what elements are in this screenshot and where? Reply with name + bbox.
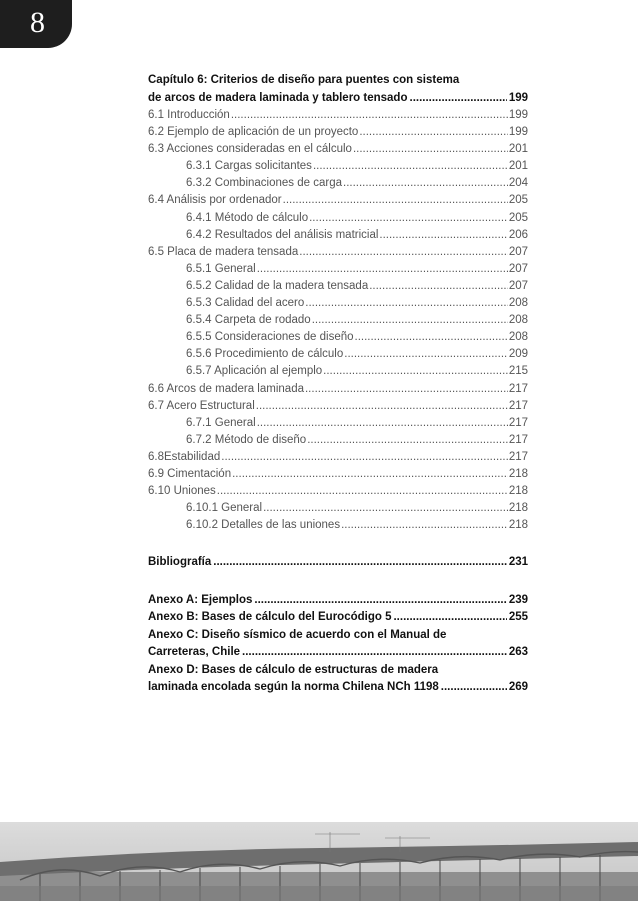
toc-entry-label: 6.9 Cimentación <box>148 467 232 480</box>
annexes <box>148 592 528 697</box>
dot-leader <box>231 107 508 124</box>
toc-entry-label: 6.3.1 Cargas solicitantes <box>186 160 312 173</box>
toc-entry-page: 199 <box>508 126 528 139</box>
annex-a-page: 239 <box>508 593 528 606</box>
toc-entry-label: 6.7.2 Método de diseño <box>186 433 307 446</box>
toc-entry-page: 201 <box>508 160 528 173</box>
dot-leader <box>257 415 508 432</box>
chapter-title-line2: de arcos de madera laminada y tablero tensado <box>148 91 408 104</box>
toc-entry-page: 215 <box>508 365 528 378</box>
dot-leader <box>305 381 508 398</box>
toc-entry-label: 6.3.2 Combinaciones de carga <box>186 177 342 190</box>
dot-leader <box>359 124 507 141</box>
toc-entry-page: 208 <box>508 331 528 344</box>
toc-entry[interactable] <box>148 346 528 363</box>
dot-leader <box>307 432 508 449</box>
toc-entry-label: 6.5.1 General <box>186 262 256 275</box>
toc-entry[interactable] <box>148 363 528 380</box>
dot-leader <box>355 329 508 346</box>
annex-d-line1: Anexo D: Bases de cálculo de estructuras de madera <box>148 663 439 676</box>
dot-leader <box>299 244 508 261</box>
toc-entry-page: 207 <box>508 262 528 275</box>
toc-entry[interactable] <box>148 312 528 329</box>
dot-leader <box>344 346 508 363</box>
bibliography-page: 231 <box>508 556 528 569</box>
toc-entry-label: 6.5.5 Consideraciones de diseño <box>186 331 354 344</box>
toc-entry-page: 199 <box>508 109 528 121</box>
toc-entry-page: 208 <box>508 297 528 310</box>
annex-c-page: 263 <box>508 646 528 659</box>
dot-leader <box>313 158 508 175</box>
toc-entry[interactable] <box>148 483 528 500</box>
toc-entry-label: 6.5.3 Calidad del acero <box>186 297 305 310</box>
toc-entry[interactable] <box>148 517 528 534</box>
annex-b-page: 255 <box>508 611 528 624</box>
toc-entry-label: 6.10.1 General <box>186 502 263 515</box>
annex-c-line1: Anexo C: Diseño sísmico de acuerdo con el Manual de <box>148 628 447 641</box>
toc-entry[interactable] <box>148 141 528 158</box>
toc-entry-page: 218 <box>508 519 528 532</box>
toc-entry[interactable] <box>148 244 528 261</box>
toc-entry-page: 209 <box>508 348 528 361</box>
toc-entries <box>148 107 528 534</box>
table-of-contents <box>148 72 528 697</box>
toc-entry[interactable] <box>148 227 528 244</box>
toc-entry-label: 6.4.2 Resultados del análisis matricial <box>186 228 379 241</box>
toc-entry[interactable] <box>148 175 528 192</box>
toc-entry-page: 205 <box>508 211 528 224</box>
annex-d-page: 269 <box>508 681 528 694</box>
toc-entry[interactable] <box>148 107 528 124</box>
toc-entry-page: 208 <box>508 314 528 327</box>
toc-entry[interactable] <box>148 500 528 517</box>
toc-entry[interactable] <box>148 192 528 209</box>
chapter-heading <box>148 72 528 107</box>
toc-entry-page: 207 <box>508 279 528 292</box>
dot-leader <box>217 483 508 500</box>
dot-leader <box>379 227 507 244</box>
toc-entry-label: 6.10.2 Detalles de las uniones <box>186 519 341 532</box>
toc-entry[interactable] <box>148 381 528 398</box>
toc-entry-label: 6.4 Análisis por ordenador <box>148 194 282 207</box>
toc-entry-page: 218 <box>508 485 528 498</box>
toc-entry[interactable] <box>148 278 528 295</box>
dot-leader <box>263 500 508 517</box>
toc-entry-label: 6.3 Acciones consideradas en el cálculo <box>148 143 352 156</box>
toc-entry-label: 6.5.4 Carpeta de rodado <box>186 314 311 327</box>
toc-entry-label: 6.5.7 Aplicación al ejemplo <box>186 365 323 378</box>
toc-entry[interactable] <box>148 398 528 415</box>
dot-leader <box>343 175 508 192</box>
toc-entry-page: 207 <box>508 245 528 258</box>
toc-entry-page: 218 <box>508 502 528 515</box>
toc-entry-page: 204 <box>508 177 528 190</box>
toc-entry-label: 6.5.6 Procedimiento de cálculo <box>186 348 344 361</box>
toc-entry[interactable] <box>148 124 528 141</box>
toc-entry-label: 6.2 Ejemplo de aplicación de un proyecto <box>148 126 359 139</box>
dot-leader <box>369 278 508 295</box>
dot-leader <box>312 312 508 329</box>
toc-entry-annex-a[interactable] <box>148 592 528 610</box>
toc-entry-page: 218 <box>508 467 528 480</box>
toc-entry-page: 217 <box>508 416 528 429</box>
bridge-photo <box>0 822 638 901</box>
dot-leader <box>323 363 508 380</box>
toc-entry-label: 6.4.1 Método de cálculo <box>186 211 309 224</box>
toc-entry-label: 6.5.2 Calidad de la madera tensada <box>186 279 369 292</box>
annex-c-line2: Carreteras, Chile <box>148 646 241 659</box>
dot-leader <box>232 466 508 483</box>
dot-leader <box>257 261 508 278</box>
toc-entry-annex-d[interactable] <box>148 679 528 697</box>
toc-entry-page: 206 <box>508 228 528 241</box>
toc-entry[interactable] <box>148 449 528 466</box>
toc-entry-bibliography[interactable] <box>148 554 528 572</box>
toc-entry-label: 6.7 Acero Estructural <box>148 399 255 412</box>
toc-entry-annex-c[interactable] <box>148 644 528 662</box>
toc-entry-annex-b[interactable] <box>148 609 528 627</box>
dot-leader <box>353 141 508 158</box>
toc-entry[interactable] <box>148 158 528 175</box>
toc-entry-label: 6.8Estabilidad <box>148 450 221 463</box>
toc-entry-label: 6.5 Placa de madera tensada <box>148 245 299 258</box>
toc-entry-page: 201 <box>508 143 528 156</box>
toc-entry[interactable] <box>148 432 528 449</box>
bibliography-label: Bibliografía <box>148 556 212 569</box>
dot-leader <box>221 449 508 466</box>
toc-entry-label: 6.10 Uniones <box>148 485 216 498</box>
annex-a-label: Anexo A: Ejemplos <box>148 593 253 606</box>
toc-entry[interactable] <box>148 466 528 483</box>
toc-entry-label: 6.6 Arcos de madera laminada <box>148 382 304 395</box>
annex-b-label: Anexo B: Bases de cálculo del Eurocódigo 5 <box>148 611 392 624</box>
dot-leader <box>305 295 508 312</box>
annex-d-line2: laminada encolada según la norma Chilena NCh 1198 <box>148 681 439 694</box>
toc-entry-page: 217 <box>508 433 528 446</box>
dot-leader <box>256 398 508 415</box>
toc-entry-page: 217 <box>508 399 528 412</box>
dot-leader <box>283 192 508 209</box>
toc-entry-label: 6.1 Introducción <box>148 109 230 121</box>
toc-entry-page: 217 <box>508 450 528 463</box>
chapter-page: 199 <box>508 91 528 104</box>
page-number: 8 <box>30 6 45 39</box>
chapter-title-line1: Capítulo 6: Criterios de diseño para puentes con sistema <box>148 74 460 86</box>
toc-entry-page: 217 <box>508 382 528 395</box>
toc-entry[interactable] <box>148 210 528 227</box>
dot-leader <box>309 210 508 227</box>
page-number-tab <box>0 0 72 48</box>
toc-entry[interactable] <box>148 261 528 278</box>
toc-entry-label: 6.7.1 General <box>186 416 256 429</box>
toc-entry[interactable] <box>148 295 528 312</box>
toc-entry[interactable] <box>148 329 528 346</box>
toc-entry[interactable] <box>148 415 528 432</box>
toc-entry-page: 205 <box>508 194 528 207</box>
dot-leader <box>341 517 508 534</box>
